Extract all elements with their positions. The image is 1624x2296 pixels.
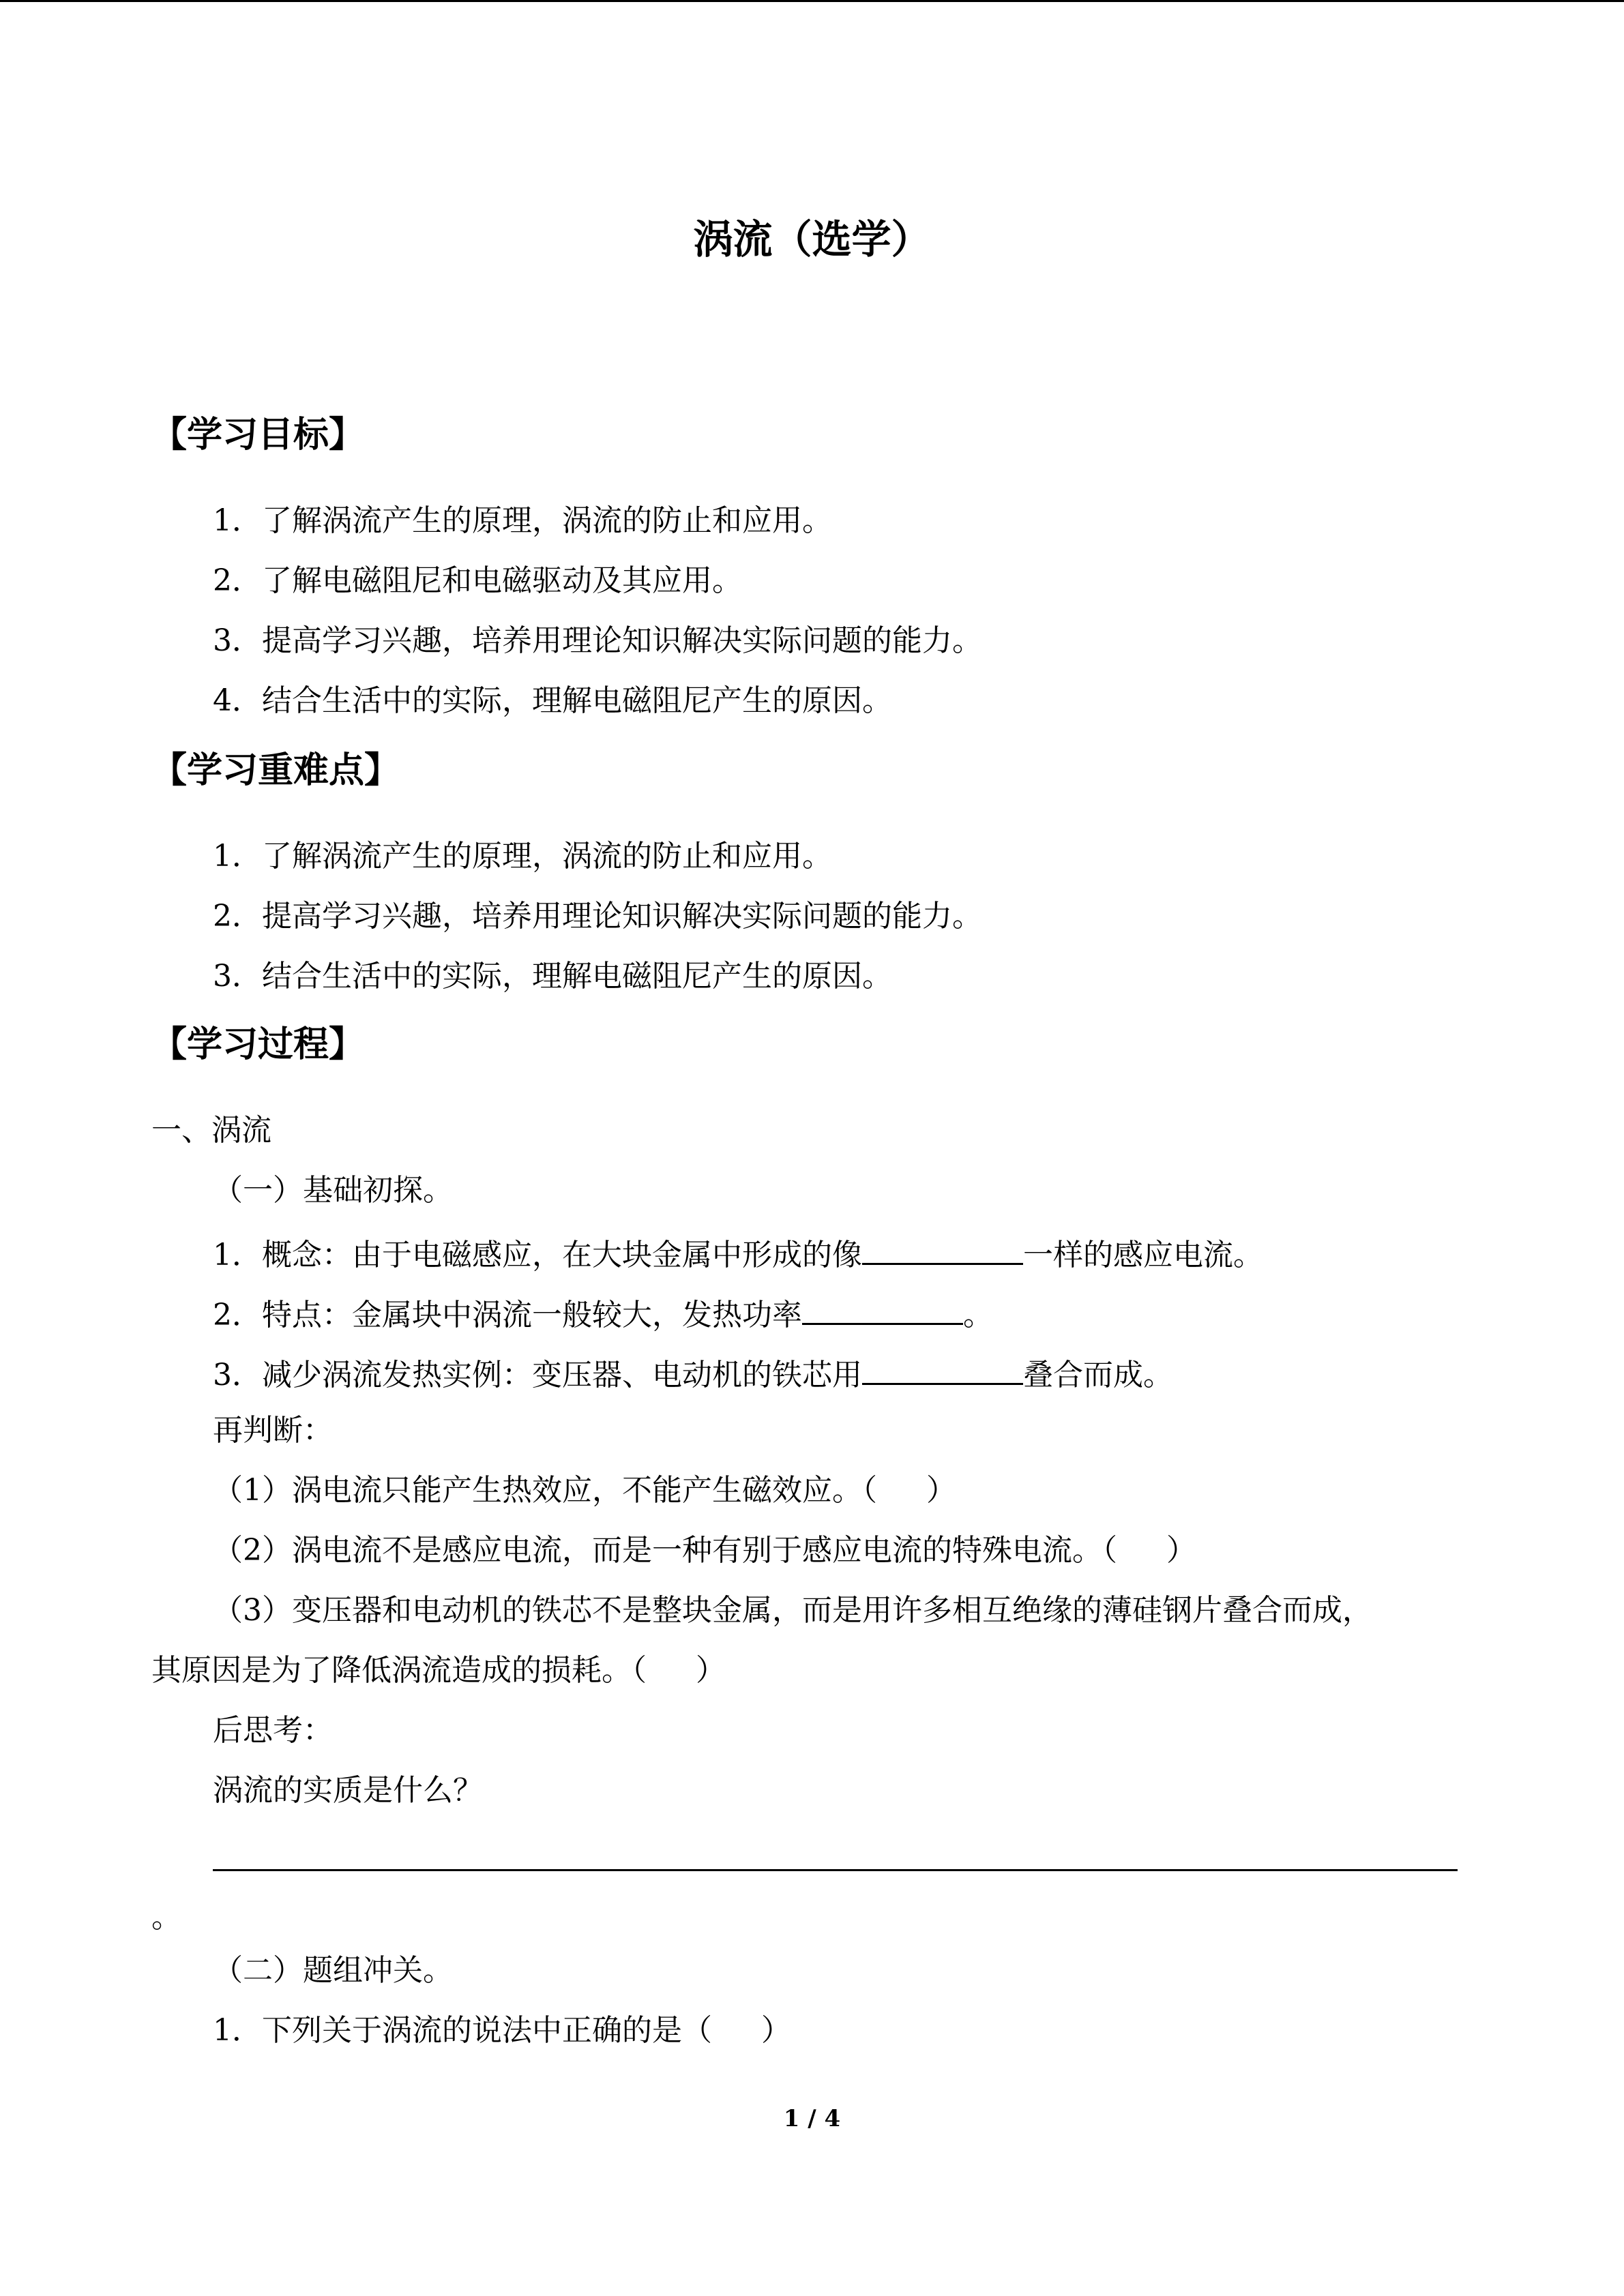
multiple-choice-question-1-close: ） (761, 2013, 791, 2048)
objective-item: 1．了解涡流产生的原理，涡流的防止和应用。 (213, 503, 832, 538)
judge-item-1-text: （1）涡电流只能产生热效应，不能产生磁效应。（ (213, 1473, 877, 1508)
section-heading-process: 【学习过程】 (151, 1024, 365, 1065)
fill-question-3-text: 3．减少涡流发热实例：变压器、电动机的铁芯用 (213, 1358, 862, 1392)
page-title: 涡流（选学） (693, 216, 931, 263)
answer-line-end-mark: 。 (151, 1900, 181, 1935)
fill-blank-2[interactable] (802, 1296, 963, 1325)
judge-item-2 (213, 1533, 1196, 1568)
key-point-item: 2．提高学习兴趣，培养用理论知识解决实际问题的能力。 (213, 899, 982, 934)
fill-question-1-tail: 一样的感应电流。 (1023, 1238, 1263, 1272)
fill-question-3-tail: 叠合而成。 (1023, 1358, 1173, 1392)
fill-blank-1[interactable] (862, 1236, 1023, 1265)
think-question: 涡流的实质是什么？ (213, 1773, 483, 1808)
fill-question-2 (213, 1296, 993, 1330)
objective-item: 3．提高学习兴趣，培养用理论知识解决实际问题的能力。 (213, 623, 982, 658)
subsection-title-practice: （二）题组冲关。 (213, 1953, 453, 1988)
judge-item-3-close: ） (696, 1653, 726, 1688)
judge-item-1 (213, 1473, 956, 1508)
judge-item-3-line-1: （3）变压器和电动机的铁芯不是整块金属，而是用许多相互绝缘的薄硅钢片叠合而成， (213, 1593, 1372, 1628)
answer-line[interactable] (213, 1869, 1458, 1871)
judge-title: 再判断： (213, 1413, 333, 1448)
multiple-choice-question-1-text: 1．下列关于涡流的说法中正确的是（ (213, 2013, 712, 2048)
fill-blank-3[interactable] (862, 1356, 1023, 1385)
page-top-border (0, 0, 1624, 2)
judge-item-2-text: （2）涡电流不是感应电流，而是一种有别于感应电流的特殊电流。（ (213, 1533, 1117, 1568)
subsection-title-basics: （一）基础初探。 (213, 1173, 453, 1208)
fill-question-3 (213, 1356, 1173, 1390)
judge-item-3-line-2 (151, 1653, 726, 1688)
fill-question-2-tail: 。 (963, 1298, 993, 1332)
fill-question-2-text: 2．特点：金属块中涡流一般较大，发热功率 (213, 1298, 802, 1332)
section-heading-objectives: 【学习目标】 (151, 414, 365, 456)
objective-item: 2．了解电磁阻尼和电磁驱动及其应用。 (213, 563, 742, 598)
part-title-eddy-current: 一、涡流 (151, 1113, 271, 1148)
section-heading-key-points: 【学习重难点】 (151, 749, 400, 791)
multiple-choice-question-1 (213, 2013, 791, 2048)
judge-item-2-close: ） (1166, 1533, 1196, 1568)
page-number: 1 / 4 (783, 2105, 841, 2132)
fill-question-1 (213, 1236, 1263, 1270)
judge-item-3-text: 其原因是为了降低涡流造成的损耗。（ (151, 1653, 647, 1688)
fill-question-1-text: 1．概念：由于电磁感应，在大块金属中形成的像 (213, 1238, 862, 1272)
think-title: 后思考： (213, 1713, 333, 1748)
key-point-item: 1．了解涡流产生的原理，涡流的防止和应用。 (213, 839, 832, 874)
key-point-item: 3．结合生活中的实际，理解电磁阻尼产生的原因。 (213, 959, 892, 994)
judge-item-1-close: ） (926, 1473, 956, 1508)
objective-item: 4．结合生活中的实际，理解电磁阻尼产生的原因。 (213, 683, 892, 718)
